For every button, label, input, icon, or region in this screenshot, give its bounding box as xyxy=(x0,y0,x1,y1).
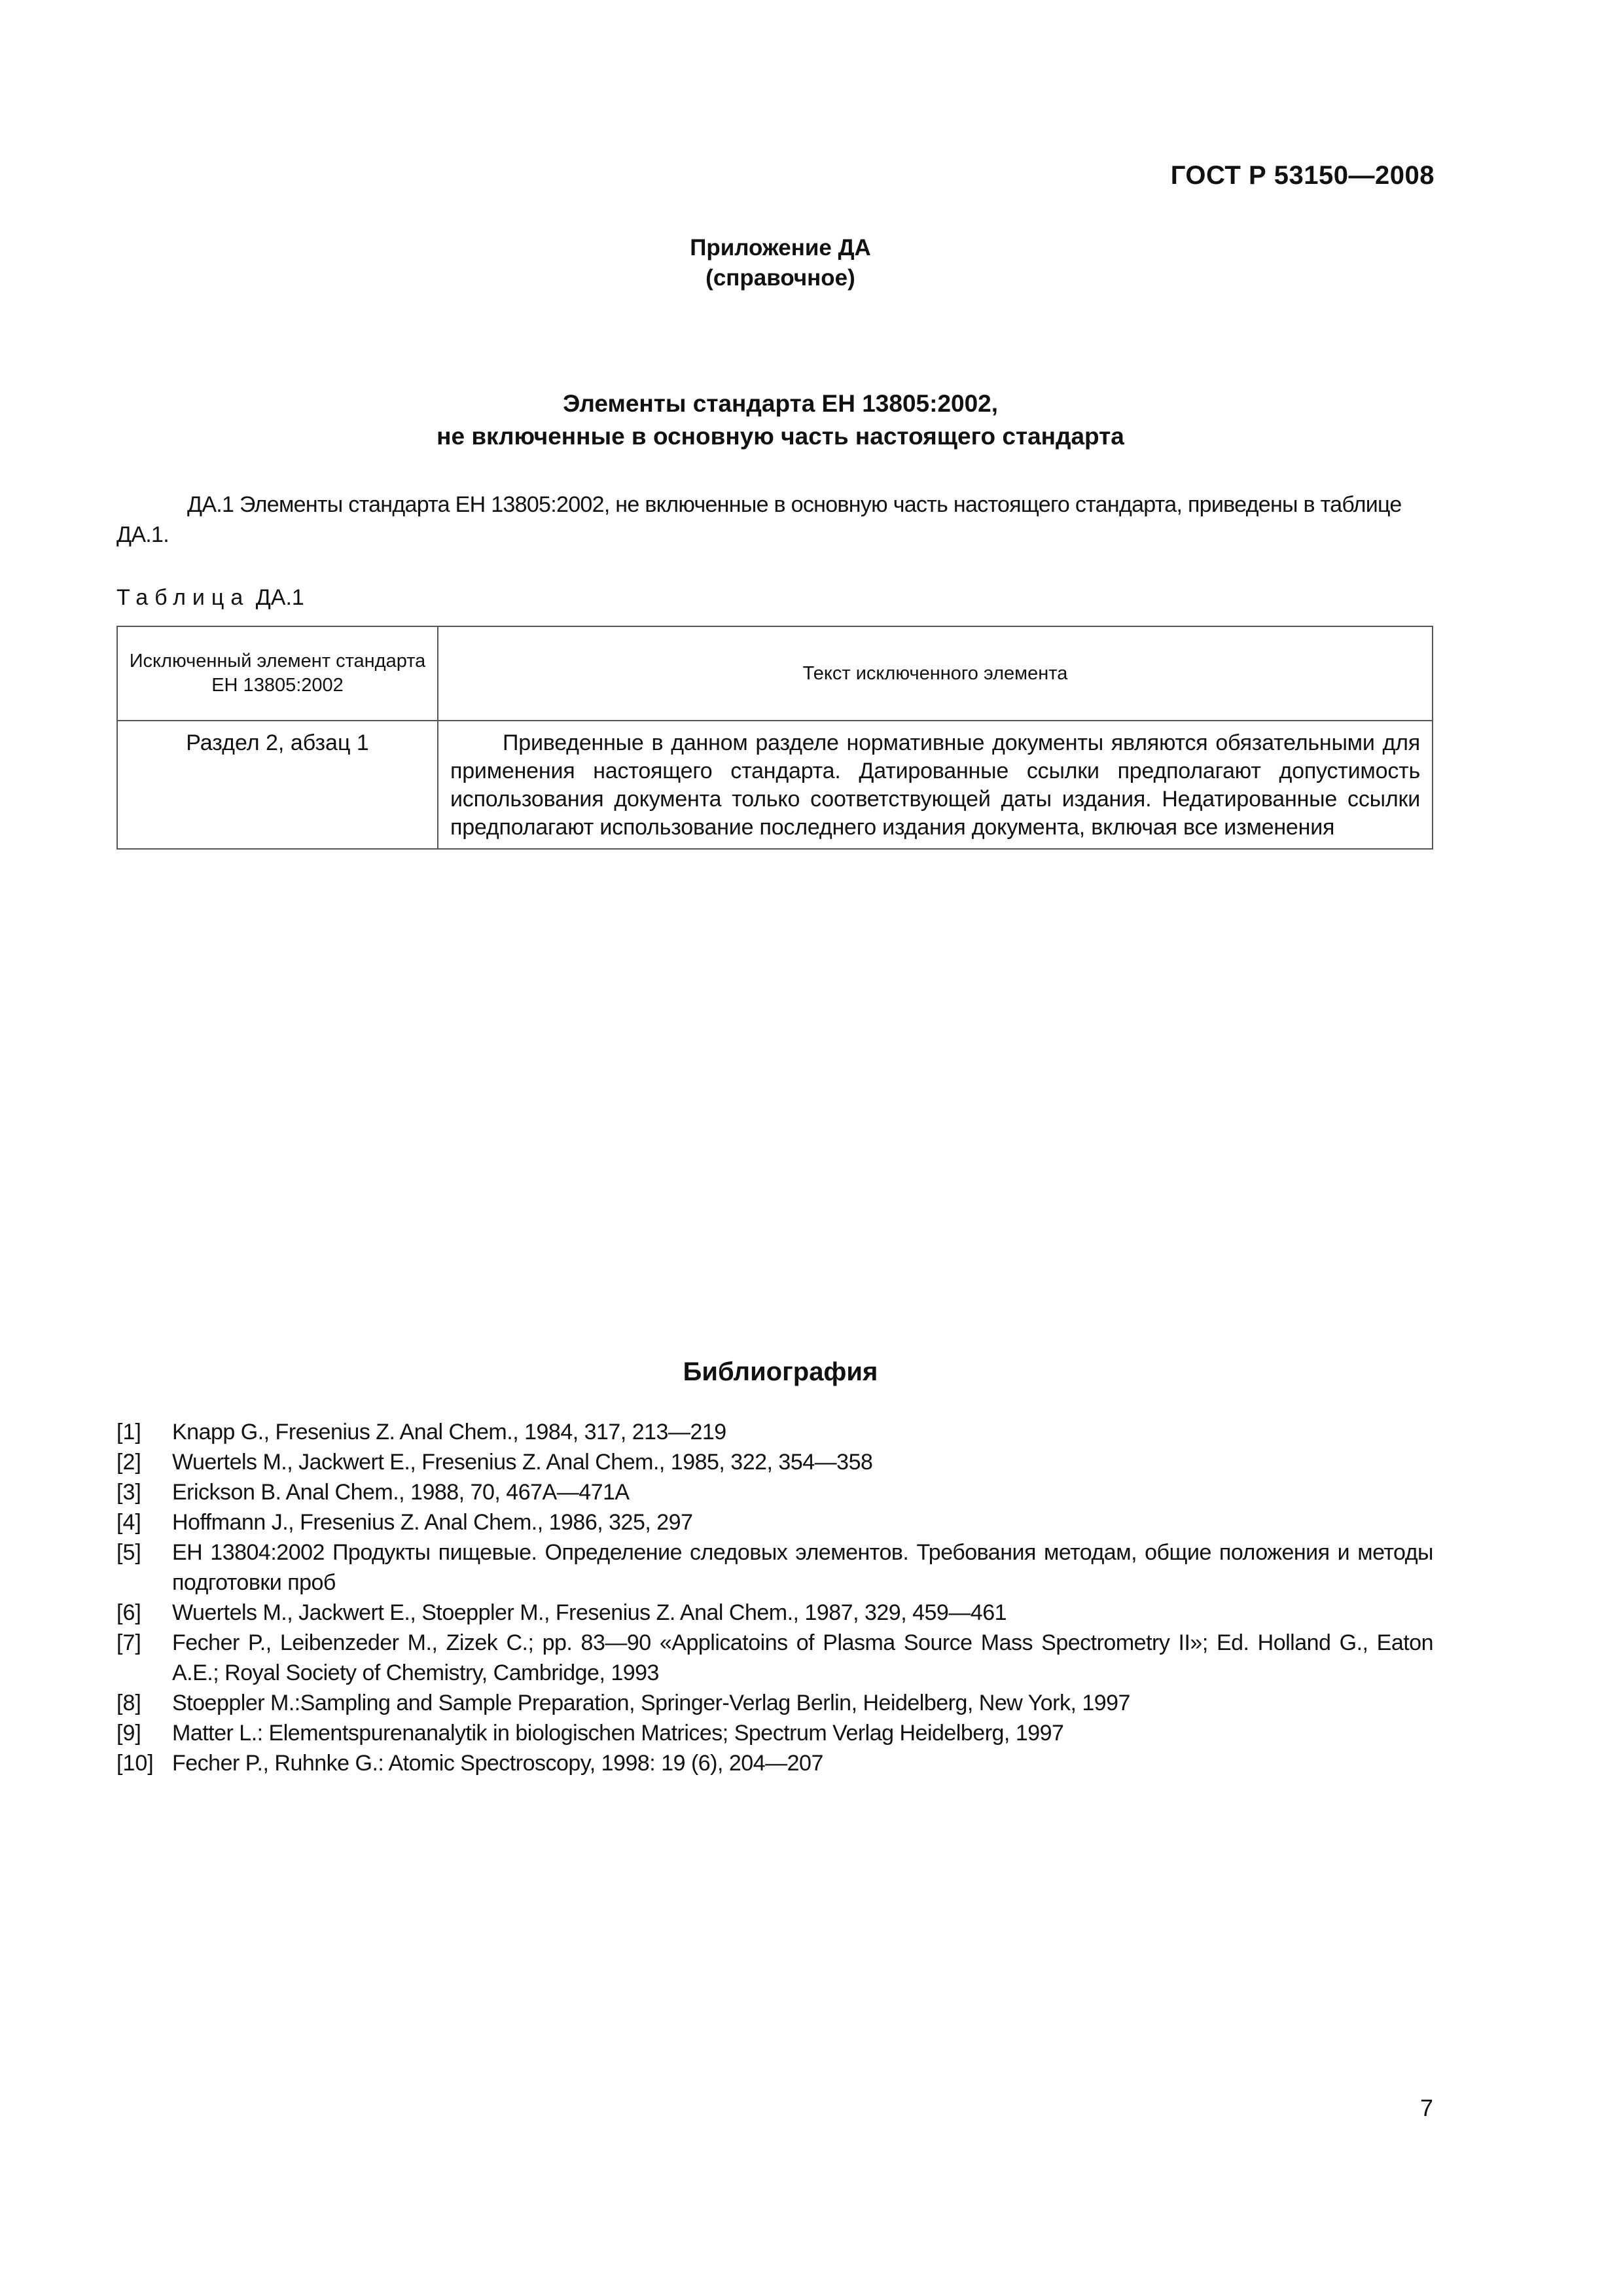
bibliography-item-number: [2] xyxy=(116,1450,141,1475)
bibliography-item-number: [7] xyxy=(116,1630,141,1655)
table-header-element: Исключенный элемент стандарта ЕН 13805:2002 xyxy=(117,626,438,721)
intro-paragraph-text: ДА.1 Элементы стандарта ЕН 13805:2002, не включенные в основную часть настоящего стандарта, приведены в таблице ДА.1. xyxy=(116,492,1402,547)
bibliography-item-text: Wuertels M., Jackwert E., Fresenius Z. Anal Chem., 1985, 322, 354—358 xyxy=(172,1450,873,1475)
table-caption-number: ДА.1 xyxy=(255,585,304,610)
table-cell-element: Раздел 2, абзац 1 xyxy=(117,721,438,849)
section-title-line-2: не включенные в основную часть настоящего стандарта xyxy=(437,423,1124,450)
bibliography-item-text: Hoffmann J., Fresenius Z. Anal Chem., 1986, 325, 297 xyxy=(172,1510,693,1535)
bibliography-item xyxy=(116,1537,1433,1598)
appendix-title: Приложение ДА xyxy=(690,235,871,260)
bibliography-item-number: [1] xyxy=(116,1420,141,1444)
bibliography-item-number: [3] xyxy=(116,1480,141,1505)
bibliography-item xyxy=(116,1417,1433,1447)
standard-number-header: ГОСТ Р 53150—2008 xyxy=(1170,161,1435,190)
bibliography-item-text: Fecher P., Leibenzeder M., Zizek C.; pp. 83—90 «Applicatoins of Plasma Source Mass Spectrometry II»; Ed. Holland G., Eaton A.E.; Royal Society of Chemistry, Cambridge, 1993 xyxy=(172,1630,1433,1685)
bibliography-item xyxy=(116,1598,1433,1628)
table-header-row xyxy=(117,626,1433,721)
appendix-heading xyxy=(0,233,1561,293)
bibliography-item-text: Matter L.: Elementspurenanalytik in biologischen Matrices; Spectrum Verlag Heidelberg, 1997 xyxy=(172,1721,1064,1746)
bibliography-item xyxy=(116,1688,1433,1718)
bibliography-item-number: [6] xyxy=(116,1600,141,1625)
bibliography-item-text: Wuertels M., Jackwert E., Stoeppler M., Fresenius Z. Anal Chem., 1987, 329, 459—461 xyxy=(172,1600,1007,1625)
bibliography-item-number: [4] xyxy=(116,1510,141,1535)
table-cell-text: Приведенные в данном разделе нормативные документы являются обязательными для применения настоящего стандарта. Датированные ссылки предполагают допустимость использования документа только соответствующей даты издания. Недатированные ссылки предполагают использование последнего издания документа, включая все изменения xyxy=(438,721,1433,849)
appendix-subtitle: (справочное) xyxy=(705,265,855,291)
bibliography-item-text: Fecher P., Ruhnke G.: Atomic Spectroscopy, 1998: 19 (6), 204—207 xyxy=(172,1751,823,1776)
page-number: 7 xyxy=(1419,2094,1433,2121)
bibliography-item-text: Stoeppler M.:Sampling and Sample Preparation, Springer-Verlag Berlin, Heidelberg, New York, 1997 xyxy=(172,1691,1130,1715)
bibliography-item-number: [5] xyxy=(116,1540,141,1565)
section-title xyxy=(0,387,1561,453)
table-header-text: Текст исключенного элемента xyxy=(438,626,1433,721)
bibliography-item-number: [9] xyxy=(116,1721,141,1746)
table-caption-word: Таблица xyxy=(116,585,250,610)
bibliography-item xyxy=(116,1507,1433,1537)
bibliography-item xyxy=(116,1748,1433,1778)
excluded-elements-table xyxy=(116,626,1433,850)
bibliography-item-text: Erickson B. Anal Chem., 1988, 70, 467A—471A xyxy=(172,1480,630,1505)
bibliography-list xyxy=(116,1417,1433,1778)
bibliography-item xyxy=(116,1447,1433,1477)
bibliography-item-number: [8] xyxy=(116,1691,141,1715)
table-caption xyxy=(116,584,304,611)
intro-paragraph xyxy=(116,490,1432,550)
table-row xyxy=(117,721,1433,849)
bibliography-item-number: [10] xyxy=(116,1751,154,1776)
bibliography-item-text: Knapp G., Fresenius Z. Anal Chem., 1984, 317, 213—219 xyxy=(172,1420,726,1444)
section-title-line-1: Элементы стандарта ЕН 13805:2002, xyxy=(562,390,999,417)
bibliography-item xyxy=(116,1477,1433,1507)
bibliography-title: Библиография xyxy=(683,1357,878,1386)
bibliography-item-text: ЕН 13804:2002 Продукты пищевые. Определение следовых элементов. Требования методам, общие положения и методы подготовки проб xyxy=(172,1540,1433,1595)
bibliography-item xyxy=(116,1628,1433,1688)
bibliography-item xyxy=(116,1718,1433,1748)
